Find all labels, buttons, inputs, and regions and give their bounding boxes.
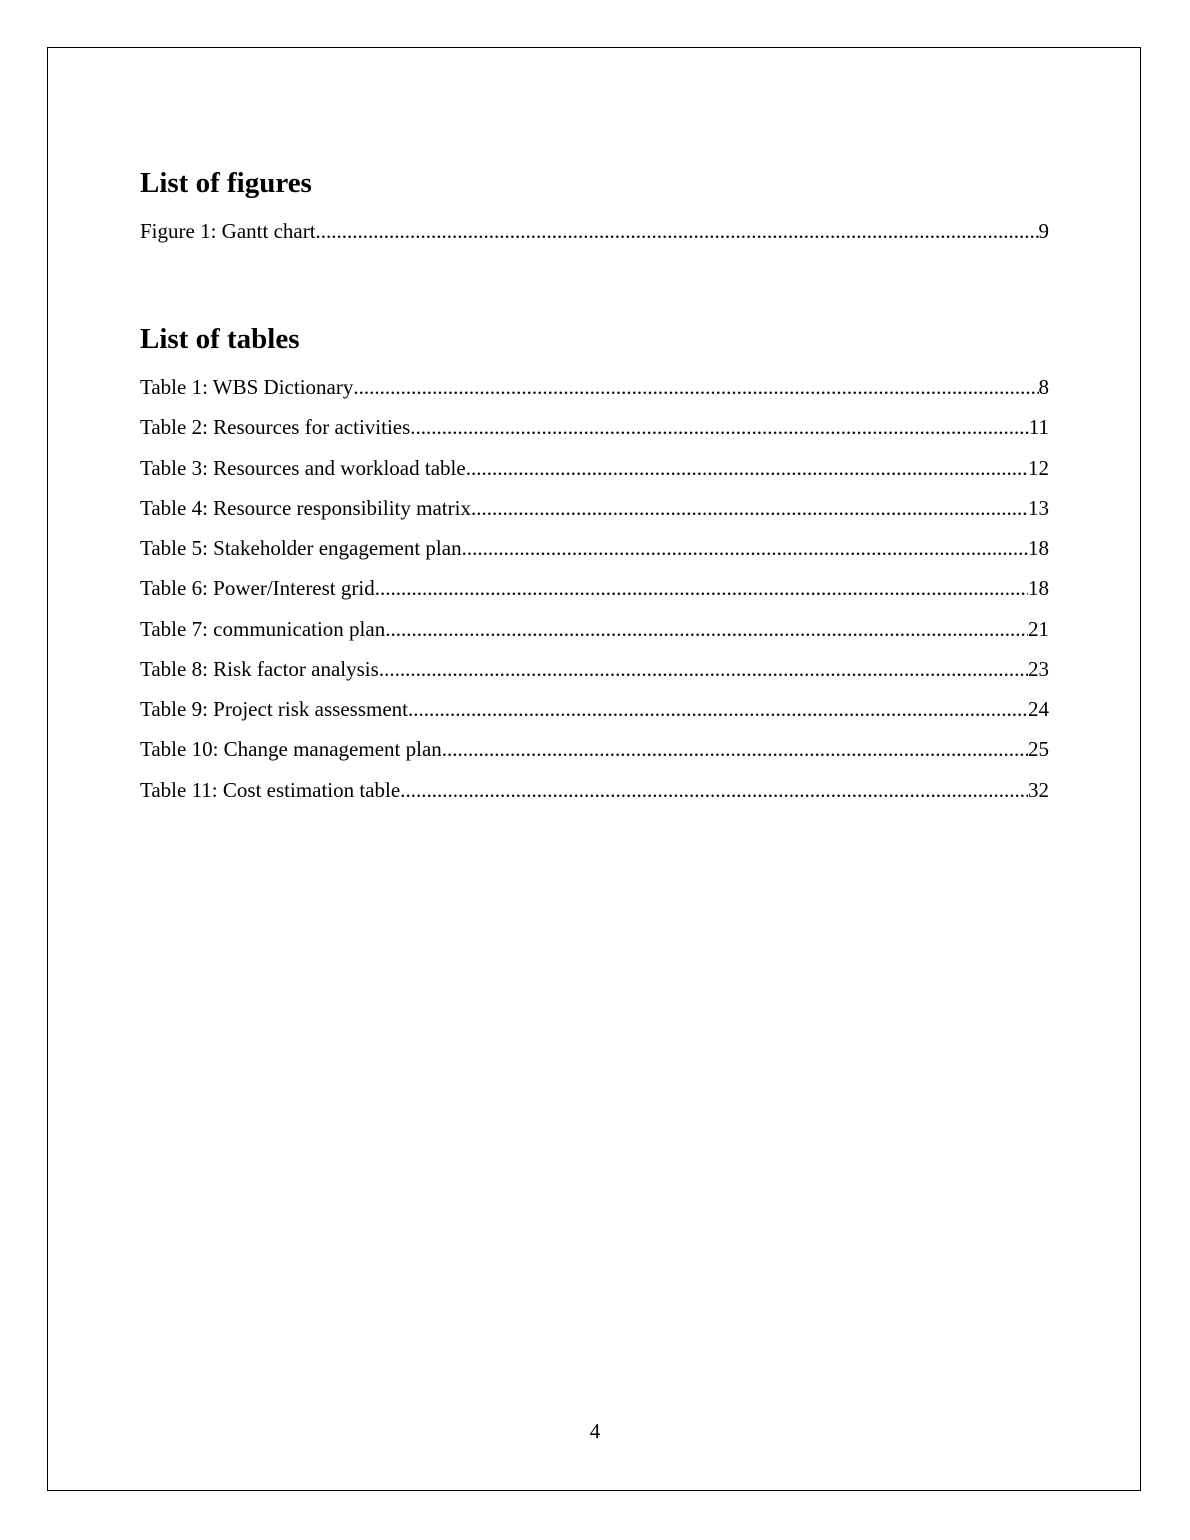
toc-entry-figure-1[interactable] [140,218,1049,244]
toc-entry-table-1[interactable] [140,374,1049,400]
toc-entry-table-4[interactable] [140,495,1049,521]
toc-dot-leader [375,575,1028,601]
toc-dot-leader [462,535,1028,561]
toc-dot-leader [410,414,1028,440]
toc-dot-leader [316,218,1039,244]
toc-entry-label: Table 4: Resource responsibility matrix [140,496,471,520]
toc-dot-leader [385,616,1028,642]
toc-entry-page: 8 [1038,375,1049,399]
toc-entry-table-11[interactable] [140,777,1049,803]
toc-entry-page: 12 [1028,456,1049,480]
toc-entry-page: 21 [1028,617,1049,641]
toc-dot-leader [471,495,1028,521]
toc-dot-leader [379,656,1028,682]
toc-dot-leader [466,455,1028,481]
toc-entry-page: 25 [1028,737,1049,761]
toc-entry-table-9[interactable] [140,696,1049,722]
toc-entry-table-2[interactable] [140,414,1049,440]
toc-entry-page: 18 [1028,576,1049,600]
toc-entry-page: 24 [1028,697,1049,721]
toc-entry-label: Table 3: Resources and workload table [140,456,466,480]
toc-entry-table-8[interactable] [140,656,1049,682]
toc-entry-label: Table 8: Risk factor analysis [140,657,379,681]
page-number: 4 [589,1419,601,1443]
toc-entry-page: 18 [1028,536,1049,560]
toc-entry-table-3[interactable] [140,455,1049,481]
page-border [47,47,1141,1491]
toc-entry-page: 23 [1028,657,1049,681]
toc-entry-label: Table 11: Cost estimation table [140,778,401,802]
toc-entry-label: Table 9: Project risk assessment [140,697,408,721]
toc-dot-leader [442,736,1028,762]
toc-entry-page: 13 [1028,496,1049,520]
list-of-tables-heading: List of tables [140,323,300,355]
toc-entry-page: 32 [1028,778,1049,802]
toc-dot-leader [400,777,1028,803]
toc-entry-label: Table 6: Power/Interest grid [140,576,375,600]
toc-entry-page: 9 [1038,219,1049,243]
toc-entry-label: Table 7: communication plan [140,617,386,641]
list-of-figures-heading: List of figures [140,167,312,199]
toc-dot-leader [408,696,1028,722]
toc-entry-label: Table 1: WBS Dictionary [140,375,354,399]
toc-entry-label: Figure 1: Gantt chart [140,219,316,243]
toc-entry-label: Table 5: Stakeholder engagement plan [140,536,462,560]
toc-entry-table-7[interactable] [140,616,1049,642]
toc-entry-label: Table 2: Resources for activities [140,415,411,439]
toc-entry-table-5[interactable] [140,535,1049,561]
toc-dot-leader [353,374,1038,400]
toc-entry-table-10[interactable] [140,736,1049,762]
toc-entry-page: 11 [1028,415,1049,439]
toc-entry-table-6[interactable] [140,575,1049,601]
toc-entry-label: Table 10: Change management plan [140,737,442,761]
